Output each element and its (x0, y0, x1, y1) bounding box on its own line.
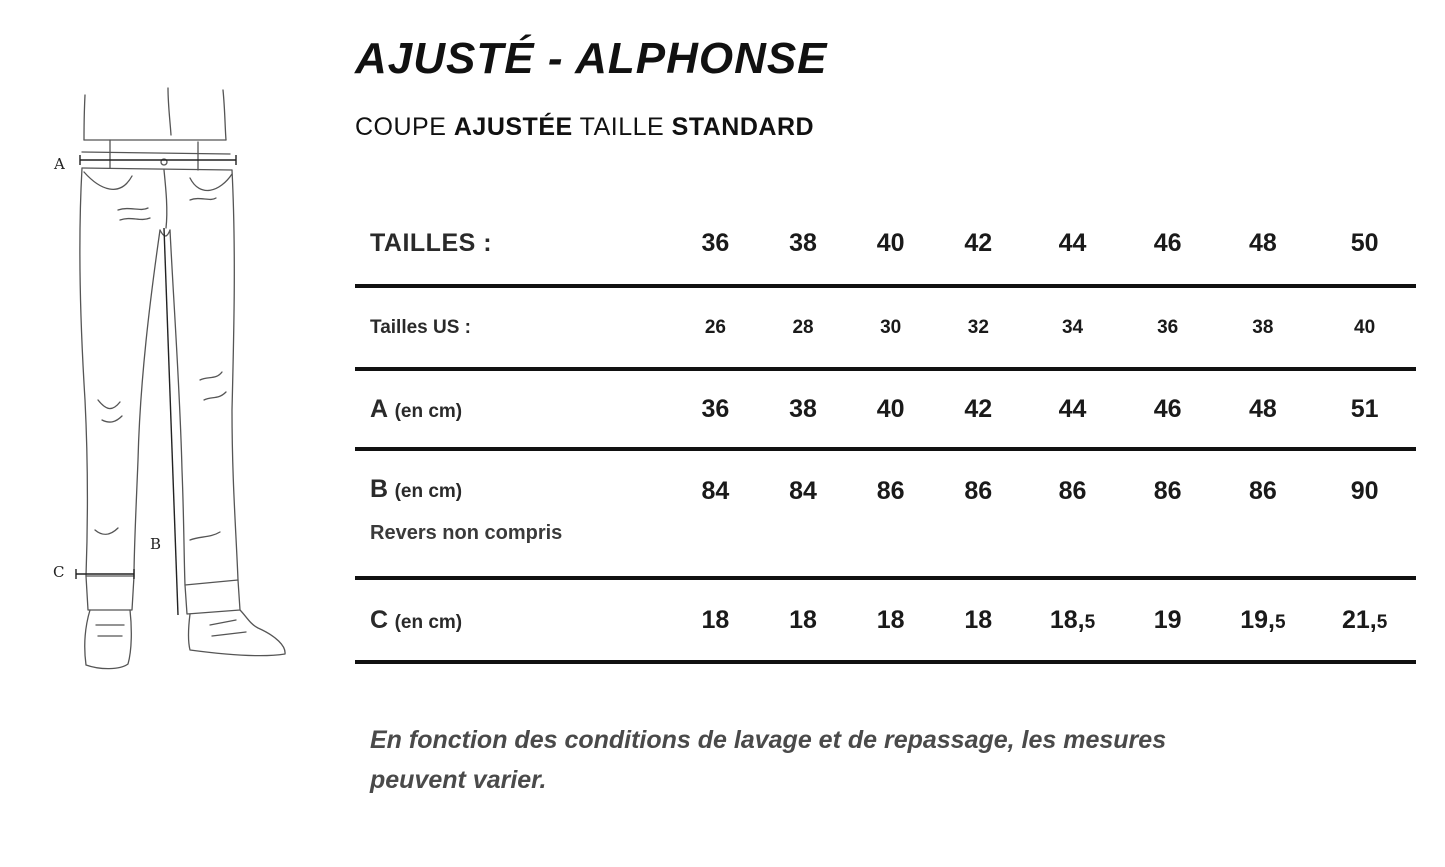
us-sizes-label: Tailles US : (370, 316, 472, 338)
table-cell: 46 (1123, 369, 1213, 449)
table-row-b (355, 449, 1416, 578)
table-cell (1212, 578, 1313, 662)
jeans-drawing (40, 80, 310, 680)
table-cell: 40 (847, 203, 935, 286)
table-cell: 40 (847, 369, 935, 449)
disclaimer-line1: En fonction des conditions de lavage et de repassage, les mesures (370, 726, 1167, 754)
b-label: B (370, 475, 389, 503)
value-int: 18 (964, 605, 993, 634)
value-int: 18, (1049, 605, 1085, 634)
value-int: 19 (1153, 605, 1182, 634)
table-cell: 28 (759, 286, 847, 369)
value-int: 21, (1341, 605, 1377, 634)
table-cell: 26 (672, 286, 760, 369)
table-cell: 86 (1123, 449, 1213, 578)
table-cell: 86 (1212, 449, 1313, 578)
table-row-c (355, 578, 1416, 662)
measure-label-c: C (53, 563, 65, 581)
table-cell: 42 (935, 369, 1023, 449)
table-cell: 90 (1313, 449, 1416, 578)
row-label (355, 286, 672, 369)
a-unit: (en cm) (394, 400, 463, 422)
table-cell: 44 (1022, 369, 1123, 449)
page-subtitle (355, 110, 814, 144)
value-int: 18 (789, 605, 817, 634)
row-label (355, 369, 672, 449)
disclaimer-line2: peuvent varier. (370, 766, 547, 794)
c-label: C (370, 605, 389, 634)
table-cell: 36 (672, 369, 760, 449)
value-int: 18 (876, 605, 905, 634)
table-cell: 40 (1313, 286, 1416, 369)
table-cell: 36 (1123, 286, 1213, 369)
table-cell: 51 (1313, 369, 1416, 449)
size-table (355, 203, 1416, 664)
table-cell: 38 (759, 369, 847, 449)
table-cell (1313, 578, 1416, 662)
value-frac: 5 (1084, 611, 1096, 633)
subtitle-part1: COUPE (355, 113, 454, 141)
measure-label-b: B (150, 535, 162, 553)
value-frac: 5 (1274, 611, 1286, 633)
measure-label-a: A (54, 155, 65, 173)
table-cell (672, 578, 760, 662)
subtitle-part3: TAILLE (572, 113, 672, 141)
table-cell: 44 (1022, 203, 1123, 286)
table-cell: 46 (1123, 203, 1213, 286)
page-title: AJUSTÉ - ALPHONSE (355, 34, 828, 83)
table-cell: 30 (847, 286, 935, 369)
table-cell: 84 (759, 449, 847, 578)
table-cell: 32 (935, 286, 1023, 369)
table-cell: 38 (759, 203, 847, 286)
c-unit: (en cm) (394, 611, 463, 633)
table-cell (847, 578, 935, 662)
table-cell (1123, 578, 1213, 662)
b-unit: (en cm) (394, 481, 463, 502)
table-cell: 38 (1212, 286, 1313, 369)
table-cell: 36 (672, 203, 760, 286)
table-row-us-sizes (355, 286, 1416, 369)
table-cell (759, 578, 847, 662)
row-label (355, 578, 672, 662)
table-cell: 86 (935, 449, 1023, 578)
table-cell (1022, 578, 1123, 662)
b-note: Revers non compris (370, 522, 563, 544)
table-cell: 84 (672, 449, 760, 578)
row-label (355, 449, 672, 578)
table-cell: 86 (847, 449, 935, 578)
a-label: A (370, 394, 389, 423)
table-cell: 86 (1022, 449, 1123, 578)
sizes-label: TAILLES : (370, 229, 493, 257)
jeans-illustration (40, 80, 310, 680)
table-cell: 34 (1022, 286, 1123, 369)
table-row-sizes (355, 203, 1416, 286)
row-label (355, 203, 672, 286)
table-cell: 48 (1212, 203, 1313, 286)
table-cell: 48 (1212, 369, 1313, 449)
table-cell: 50 (1313, 203, 1416, 286)
table-row-a (355, 369, 1416, 449)
table-cell (935, 578, 1023, 662)
subtitle-part4: STANDARD (671, 113, 815, 141)
disclaimer-note (370, 720, 1370, 800)
value-int: 19, (1240, 605, 1275, 634)
subtitle-part2: AJUSTÉE (453, 113, 573, 141)
value-frac: 5 (1376, 611, 1388, 633)
value-int: 18 (701, 605, 730, 634)
table-cell: 42 (935, 203, 1023, 286)
